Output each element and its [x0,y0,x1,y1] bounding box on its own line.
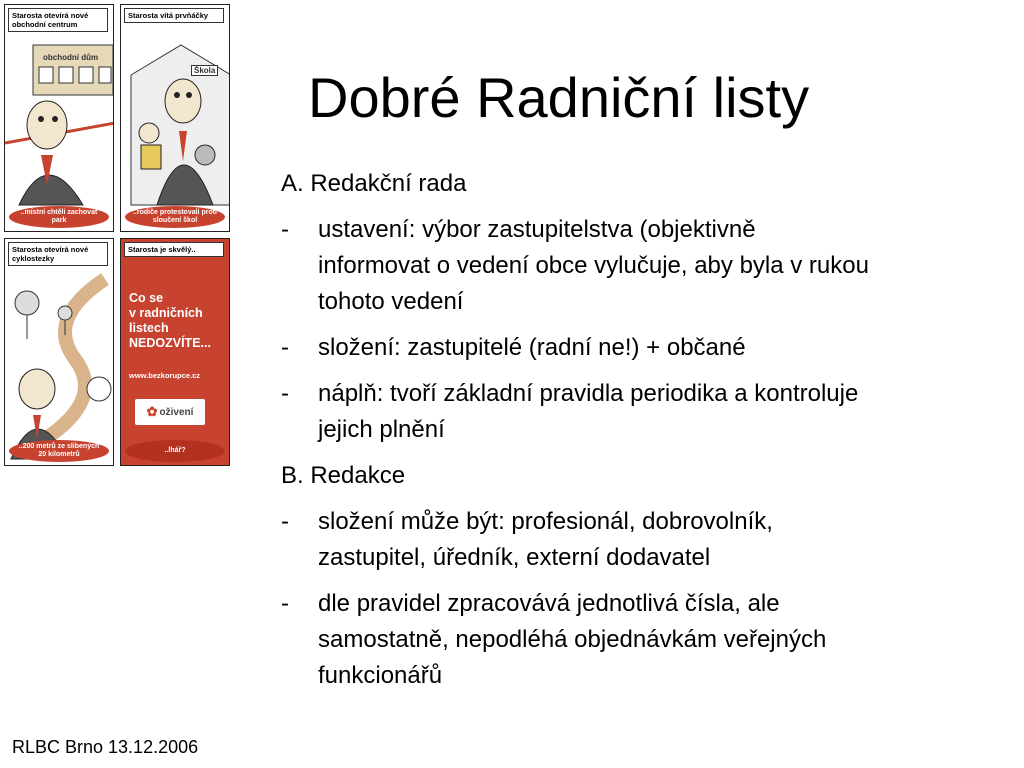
logo-text: oživení [159,406,194,418]
comic-panel-2 [120,4,230,232]
bullet-item [281,376,1024,448]
bullet-dash: - [281,508,289,535]
panel-message [129,291,225,351]
bullet-dash: - [281,216,289,243]
comic-drawing-1 [5,5,114,232]
flower-icon: ✿ [146,404,158,419]
panel-caption: Starosta vítá prvňáčky [124,8,224,23]
comic-panel-4 [120,238,230,466]
message-line: v radničních [129,306,203,320]
slide-title: Dobré Radniční listy [308,66,810,129]
bullet-line: dle pravidel zpracovává jednotlivá čísla, ale [318,590,780,617]
message-line: listech [129,321,169,335]
speech-bubble: ..200 metrů ze slibených 20 kilometrů [9,440,109,462]
message-line: Co se [129,291,164,305]
speech-bubble: ..rodiče protestovali proti sloučení škol [125,206,225,228]
comic-panel-3 [4,238,114,466]
panel-caption: Starosta otevírá nové obchodní centrum [8,8,108,32]
slide-footer: RLBC Brno 13.12.2006 [12,737,199,757]
message-line: NEDOZVÍTE... [129,336,211,350]
speech-bubble: ..místní chtěli zachovat park [9,206,109,228]
bullet-item [281,504,1024,576]
section-heading-b: B. Redakce [281,462,406,489]
section-heading-a: A. Redakční rada [281,170,467,197]
bullet-dash: - [281,380,289,407]
school-sign: Škola [191,65,218,76]
comic-drawing-2 [121,5,230,232]
slide-body [281,166,1024,704]
bullet-item [281,330,1024,366]
speech-bubble: ..lhář? [125,440,225,462]
panel-caption: Starosta otevírá nové cyklostezky [8,242,108,266]
panel-url: www.bezkorupce.cz [129,371,200,380]
bullet-dash: - [281,334,289,361]
bullet-line: jejich plnění [318,416,445,443]
bullet-line: tohoto vedení [318,288,464,315]
comic-drawing-3 [5,239,114,466]
bullet-line: náplň: tvoří základní pravidla periodika a kontroluje [318,380,859,407]
bullet-line: funkcionářů [318,662,443,689]
bullet-line: informovat o vedení obce vylučuje, aby byla v rukou [318,252,869,279]
shop-sign: obchodní dům [43,53,99,62]
ozivení-logo [135,399,205,425]
comic-panel-1 [4,4,114,232]
bullet-item [281,212,1024,320]
bullet-line: samostatně, nepodléhá objednávkám veřejných [318,626,827,653]
bullet-line: složení může být: profesionál, dobrovolník, [318,508,773,535]
panel-caption: Starosta je skvělý.. [124,242,224,257]
bullet-dash: - [281,590,289,617]
comic-strip [4,4,232,476]
bullet-line: ustavení: výbor zastupitelstva (objektivně [318,216,756,243]
bullet-item [281,586,1024,694]
bullet-line: zastupitel, úředník, externí dodavatel [318,544,711,571]
bullet-line: složení: zastupitelé (radní ne!) + občané [318,334,746,361]
